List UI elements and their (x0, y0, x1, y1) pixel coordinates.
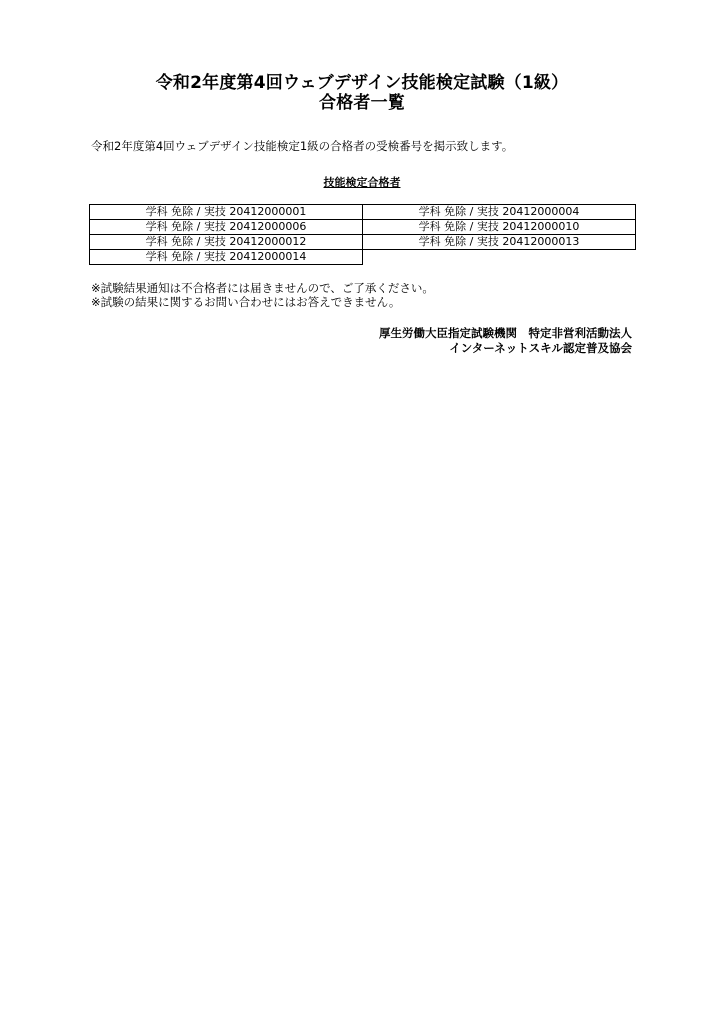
table-cell: 学科 免除 / 実技 20412000001 (90, 205, 363, 220)
table-cell: 学科 免除 / 実技 20412000012 (90, 235, 363, 250)
organization-line: 厚生労働大臣指定試験機関 特定非営利活動法人 (379, 326, 632, 340)
intro-text: 令和2年度第4回ウェブデザイン技能検定1級の合格者の受検番号を掲示致します。 (91, 139, 514, 153)
table-row (90, 220, 636, 235)
organization-name: インターネットスキル認定普及協会 (449, 341, 632, 355)
table-cell: 学科 免除 / 実技 20412000010 (363, 220, 636, 235)
table-cell: 学科 免除 / 実技 20412000004 (363, 205, 636, 220)
page-title: 令和2年度第4回ウェブデザイン技能検定試験（1級） (155, 73, 569, 93)
note-text: ※試験結果通知は不合格者には届きませんので、ご了承ください。 (91, 281, 434, 295)
table-cell: 学科 免除 / 実技 20412000006 (90, 220, 363, 235)
pass-list-table (89, 204, 636, 265)
table-cell: 学科 免除 / 実技 20412000014 (90, 250, 363, 265)
table-cell: 学科 免除 / 実技 20412000013 (363, 235, 636, 250)
table-row (90, 235, 636, 250)
table-row (90, 250, 636, 265)
note-text: ※試験の結果に関するお問い合わせにはお答えできません。 (91, 295, 401, 309)
section-heading: 技能検定合格者 (323, 176, 401, 189)
table-cell-empty (363, 250, 636, 265)
table-row (90, 205, 636, 220)
page-subtitle: 合格者一覧 (319, 93, 405, 113)
